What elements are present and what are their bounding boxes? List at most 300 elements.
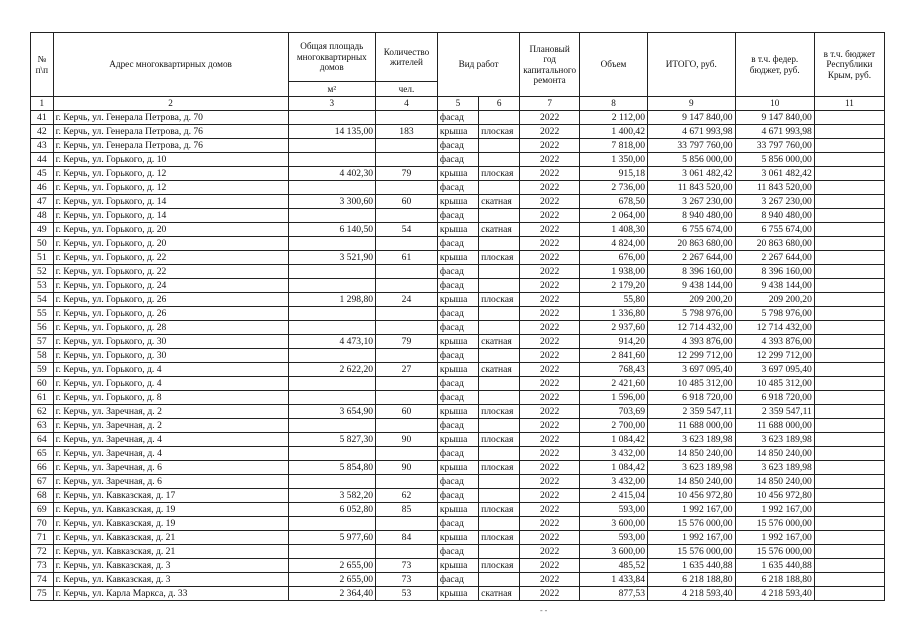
cell-planned-year: 2022 xyxy=(520,405,580,419)
cell-area xyxy=(288,321,376,335)
cell-volume: 2 112,00 xyxy=(580,111,648,125)
cell-federal-budget: 1 635 440,88 xyxy=(735,559,814,573)
cell-total: 4 671 993,98 xyxy=(648,125,736,139)
cell-federal-budget: 2 267 644,00 xyxy=(735,251,814,265)
cell-planned-year: 2022 xyxy=(520,139,580,153)
table-row xyxy=(31,447,885,461)
cell-address: г. Керчь, ул. Горького, д. 26 xyxy=(53,293,288,307)
cell-volume: 703,69 xyxy=(580,405,648,419)
cell-total: 6 218 188,80 xyxy=(648,573,736,587)
cell-residents: 90 xyxy=(376,461,438,475)
cell-volume: 55,80 xyxy=(580,293,648,307)
cell-address: г. Керчь, ул. Заречная, д. 4 xyxy=(53,433,288,447)
cell-address: г. Керчь, ул. Горького, д. 14 xyxy=(53,195,288,209)
cell-work-type: крыша xyxy=(437,223,478,237)
table-row xyxy=(31,223,885,237)
table-row xyxy=(31,461,885,475)
table-row xyxy=(31,377,885,391)
cell-address: г. Керчь, ул. Горького, д. 30 xyxy=(53,349,288,363)
cell-number: 48 xyxy=(31,209,54,223)
cell-total: 6 755 674,00 xyxy=(648,223,736,237)
cell-roof-type: скатная xyxy=(479,587,520,601)
cell-number: 43 xyxy=(31,139,54,153)
cell-address: г. Керчь, ул. Карла Маркса, д. 33 xyxy=(53,587,288,601)
table-row xyxy=(31,279,885,293)
cell-volume: 1 596,00 xyxy=(580,391,648,405)
cell-area: 5 854,80 xyxy=(288,461,376,475)
cell-address: г. Керчь, ул. Горького, д. 4 xyxy=(53,363,288,377)
cell-planned-year: 2022 xyxy=(520,517,580,531)
cell-federal-budget: 10 485 312,00 xyxy=(735,377,814,391)
cell-federal-budget: 33 797 760,00 xyxy=(735,139,814,153)
cell-work-type: фасад xyxy=(437,419,478,433)
cell-crimea-budget xyxy=(814,587,884,601)
cell-total: 15 576 000,00 xyxy=(648,545,736,559)
header-number: № п\п xyxy=(31,33,54,97)
cell-area xyxy=(288,377,376,391)
cell-crimea-budget xyxy=(814,181,884,195)
cell-address: г. Керчь, ул. Горького, д. 24 xyxy=(53,279,288,293)
cell-crimea-budget xyxy=(814,531,884,545)
cell-area xyxy=(288,307,376,321)
cell-planned-year: 2022 xyxy=(520,111,580,125)
cell-volume: 768,43 xyxy=(580,363,648,377)
cell-residents: 62 xyxy=(376,489,438,503)
cell-address: г. Керчь, ул. Заречная, д. 6 xyxy=(53,461,288,475)
cell-address: г. Керчь, ул. Кавказская, д. 19 xyxy=(53,517,288,531)
table-row xyxy=(31,349,885,363)
cell-crimea-budget xyxy=(814,545,884,559)
cell-work-type: фасад xyxy=(437,237,478,251)
cell-federal-budget: 11 688 000,00 xyxy=(735,419,814,433)
table-row xyxy=(31,153,885,167)
page-scan-mark: - - xyxy=(540,606,548,615)
cell-volume: 1 336,80 xyxy=(580,307,648,321)
cell-roof-type: скатная xyxy=(479,363,520,377)
cell-residents xyxy=(376,181,438,195)
cell-work-type: фасад xyxy=(437,307,478,321)
cell-volume: 2 937,60 xyxy=(580,321,648,335)
cell-total: 10 456 972,80 xyxy=(648,489,736,503)
cell-crimea-budget xyxy=(814,167,884,181)
cell-volume: 1 350,00 xyxy=(580,153,648,167)
cell-work-type: крыша xyxy=(437,433,478,447)
cell-federal-budget: 15 576 000,00 xyxy=(735,545,814,559)
cell-volume: 915,18 xyxy=(580,167,648,181)
cell-crimea-budget xyxy=(814,349,884,363)
cell-address: г. Керчь, ул. Горького, д. 12 xyxy=(53,181,288,195)
cell-planned-year: 2022 xyxy=(520,377,580,391)
cell-federal-budget: 6 218 188,80 xyxy=(735,573,814,587)
cell-address: г. Керчь, ул. Кавказская, д. 19 xyxy=(53,503,288,517)
cell-residents: 61 xyxy=(376,251,438,265)
cell-volume: 1 938,00 xyxy=(580,265,648,279)
cell-volume: 3 432,00 xyxy=(580,475,648,489)
cell-total: 9 147 840,00 xyxy=(648,111,736,125)
cell-work-type: фасад xyxy=(437,111,478,125)
cell-work-type: крыша xyxy=(437,405,478,419)
cell-federal-budget: 2 359 547,11 xyxy=(735,405,814,419)
cell-crimea-budget xyxy=(814,503,884,517)
cell-number: 63 xyxy=(31,419,54,433)
table-row xyxy=(31,503,885,517)
cell-residents: 60 xyxy=(376,405,438,419)
cell-address: г. Керчь, ул. Генерала Петрова, д. 76 xyxy=(53,139,288,153)
cell-roof-type xyxy=(479,307,520,321)
cell-planned-year: 2022 xyxy=(520,587,580,601)
cell-roof-type xyxy=(479,475,520,489)
cell-roof-type xyxy=(479,419,520,433)
cell-total: 8 396 160,00 xyxy=(648,265,736,279)
cell-roof-type: плоская xyxy=(479,125,520,139)
cell-address: г. Керчь, ул. Заречная, д. 2 xyxy=(53,419,288,433)
cell-address: г. Керчь, ул. Кавказская, д. 17 xyxy=(53,489,288,503)
cell-total: 10 485 312,00 xyxy=(648,377,736,391)
cell-planned-year: 2022 xyxy=(520,363,580,377)
cell-roof-type xyxy=(479,377,520,391)
cell-volume: 2 736,00 xyxy=(580,181,648,195)
cell-volume: 593,00 xyxy=(580,503,648,517)
cell-total: 209 200,20 xyxy=(648,293,736,307)
cell-crimea-budget xyxy=(814,405,884,419)
cell-work-type: фасад xyxy=(437,349,478,363)
cell-volume: 2 841,60 xyxy=(580,349,648,363)
cell-roof-type: плоская xyxy=(479,251,520,265)
cell-work-type: крыша xyxy=(437,559,478,573)
table-row xyxy=(31,209,885,223)
cell-number: 45 xyxy=(31,167,54,181)
cell-federal-budget: 14 850 240,00 xyxy=(735,475,814,489)
cell-number: 69 xyxy=(31,503,54,517)
table-row xyxy=(31,405,885,419)
cell-residents xyxy=(376,139,438,153)
table-row xyxy=(31,573,885,587)
cell-federal-budget: 4 671 993,98 xyxy=(735,125,814,139)
cell-crimea-budget xyxy=(814,139,884,153)
cell-residents xyxy=(376,349,438,363)
cell-total: 14 850 240,00 xyxy=(648,447,736,461)
cell-number: 72 xyxy=(31,545,54,559)
cell-work-type: крыша xyxy=(437,461,478,475)
cell-crimea-budget xyxy=(814,391,884,405)
cell-number: 66 xyxy=(31,461,54,475)
cell-total: 4 218 593,40 xyxy=(648,587,736,601)
cell-total: 3 061 482,42 xyxy=(648,167,736,181)
cell-total: 2 359 547,11 xyxy=(648,405,736,419)
cell-residents: 53 xyxy=(376,587,438,601)
cell-planned-year: 2022 xyxy=(520,503,580,517)
header-area: Общая площадь многоквартирных домов xyxy=(288,33,376,82)
cell-number: 47 xyxy=(31,195,54,209)
cell-area: 3 654,90 xyxy=(288,405,376,419)
cell-volume: 593,00 xyxy=(580,531,648,545)
cell-number: 67 xyxy=(31,475,54,489)
cell-work-type: фасад xyxy=(437,321,478,335)
cell-roof-type: плоская xyxy=(479,461,520,475)
column-number: 6 xyxy=(479,97,520,111)
column-number: 2 xyxy=(53,97,288,111)
cell-crimea-budget xyxy=(814,209,884,223)
column-number: 4 xyxy=(376,97,438,111)
cell-work-type: фасад xyxy=(437,489,478,503)
cell-number: 53 xyxy=(31,279,54,293)
header-area-unit: м² xyxy=(288,82,376,97)
cell-number: 60 xyxy=(31,377,54,391)
cell-planned-year: 2022 xyxy=(520,391,580,405)
cell-number: 42 xyxy=(31,125,54,139)
cell-address: г. Керчь, ул. Кавказская, д. 3 xyxy=(53,559,288,573)
cell-roof-type: плоская xyxy=(479,559,520,573)
cell-roof-type: плоская xyxy=(479,433,520,447)
cell-residents: 24 xyxy=(376,293,438,307)
cell-volume: 914,20 xyxy=(580,335,648,349)
table-row xyxy=(31,545,885,559)
table-row xyxy=(31,391,885,405)
cell-crimea-budget xyxy=(814,223,884,237)
cell-federal-budget: 10 456 972,80 xyxy=(735,489,814,503)
cell-work-type: фасад xyxy=(437,153,478,167)
cell-federal-budget: 12 299 712,00 xyxy=(735,349,814,363)
cell-number: 41 xyxy=(31,111,54,125)
cell-number: 55 xyxy=(31,307,54,321)
cell-total: 3 623 189,98 xyxy=(648,433,736,447)
cell-planned-year: 2022 xyxy=(520,223,580,237)
cell-residents xyxy=(376,377,438,391)
cell-total: 3 697 095,40 xyxy=(648,363,736,377)
cell-residents xyxy=(376,447,438,461)
cell-number: 52 xyxy=(31,265,54,279)
cell-number: 59 xyxy=(31,363,54,377)
cell-total: 33 797 760,00 xyxy=(648,139,736,153)
cell-address: г. Керчь, ул. Горького, д. 30 xyxy=(53,335,288,349)
cell-volume: 1 084,42 xyxy=(580,433,648,447)
cell-volume: 1 084,42 xyxy=(580,461,648,475)
cell-total: 11 843 520,00 xyxy=(648,181,736,195)
cell-area xyxy=(288,181,376,195)
cell-address: г. Керчь, ул. Кавказская, д. 21 xyxy=(53,545,288,559)
cell-planned-year: 2022 xyxy=(520,237,580,251)
cell-crimea-budget xyxy=(814,433,884,447)
cell-work-type: крыша xyxy=(437,531,478,545)
cell-area: 6 052,80 xyxy=(288,503,376,517)
cell-roof-type xyxy=(479,349,520,363)
cell-crimea-budget xyxy=(814,153,884,167)
cell-roof-type xyxy=(479,265,520,279)
cell-federal-budget: 5 856 000,00 xyxy=(735,153,814,167)
cell-planned-year: 2022 xyxy=(520,181,580,195)
cell-roof-type xyxy=(479,447,520,461)
cell-roof-type xyxy=(479,279,520,293)
cell-work-type: фасад xyxy=(437,447,478,461)
cell-roof-type xyxy=(479,237,520,251)
cell-address: г. Керчь, ул. Генерала Петрова, д. 76 xyxy=(53,125,288,139)
cell-work-type: крыша xyxy=(437,251,478,265)
cell-residents xyxy=(376,153,438,167)
header-federal-budget: в т.ч. федер. бюджет, руб. xyxy=(735,33,814,97)
column-number: 11 xyxy=(814,97,884,111)
cell-residents: 60 xyxy=(376,195,438,209)
cell-planned-year: 2022 xyxy=(520,573,580,587)
cell-roof-type xyxy=(479,517,520,531)
cell-planned-year: 2022 xyxy=(520,293,580,307)
cell-roof-type: плоская xyxy=(479,405,520,419)
cell-crimea-budget xyxy=(814,559,884,573)
cell-total: 5 856 000,00 xyxy=(648,153,736,167)
cell-crimea-budget xyxy=(814,195,884,209)
cell-crimea-budget xyxy=(814,475,884,489)
cell-planned-year: 2022 xyxy=(520,433,580,447)
cell-planned-year: 2022 xyxy=(520,209,580,223)
cell-address: г. Керчь, ул. Кавказская, д. 21 xyxy=(53,531,288,545)
cell-roof-type xyxy=(479,181,520,195)
cell-address: г. Керчь, ул. Горького, д. 8 xyxy=(53,391,288,405)
table-row xyxy=(31,251,885,265)
cell-area: 2 622,20 xyxy=(288,363,376,377)
cell-work-type: крыша xyxy=(437,167,478,181)
header-crimea-budget: в т.ч. бюджет Республики Крым, руб. xyxy=(814,33,884,97)
cell-volume: 1 433,84 xyxy=(580,573,648,587)
cell-planned-year: 2022 xyxy=(520,335,580,349)
cell-volume: 7 818,00 xyxy=(580,139,648,153)
cell-number: 54 xyxy=(31,293,54,307)
cell-area xyxy=(288,349,376,363)
table-row xyxy=(31,419,885,433)
cell-residents xyxy=(376,237,438,251)
cell-crimea-budget xyxy=(814,377,884,391)
cell-planned-year: 2022 xyxy=(520,307,580,321)
cell-residents: 27 xyxy=(376,363,438,377)
cell-number: 65 xyxy=(31,447,54,461)
header-residents: Количество жителей xyxy=(376,33,438,82)
cell-work-type: крыша xyxy=(437,293,478,307)
cell-crimea-budget xyxy=(814,251,884,265)
cell-residents: 79 xyxy=(376,167,438,181)
cell-work-type: фасад xyxy=(437,279,478,293)
cell-volume: 3 432,00 xyxy=(580,447,648,461)
cell-area: 3 300,60 xyxy=(288,195,376,209)
cell-work-type: фасад xyxy=(437,377,478,391)
cell-crimea-budget xyxy=(814,293,884,307)
cell-federal-budget: 8 396 160,00 xyxy=(735,265,814,279)
cell-crimea-budget xyxy=(814,265,884,279)
cell-area: 4 473,10 xyxy=(288,335,376,349)
cell-number: 56 xyxy=(31,321,54,335)
cell-area: 14 135,00 xyxy=(288,125,376,139)
table-row xyxy=(31,167,885,181)
cell-address: г. Керчь, ул. Горького, д. 10 xyxy=(53,153,288,167)
cell-crimea-budget xyxy=(814,573,884,587)
cell-total: 15 576 000,00 xyxy=(648,517,736,531)
cell-crimea-budget xyxy=(814,335,884,349)
cell-volume: 485,52 xyxy=(580,559,648,573)
header-volume: Объем xyxy=(580,33,648,97)
cell-address: г. Керчь, ул. Горького, д. 22 xyxy=(53,265,288,279)
cell-federal-budget: 15 576 000,00 xyxy=(735,517,814,531)
table-row xyxy=(31,307,885,321)
cell-number: 57 xyxy=(31,335,54,349)
table-row xyxy=(31,587,885,601)
cell-roof-type xyxy=(479,111,520,125)
cell-federal-budget: 209 200,20 xyxy=(735,293,814,307)
cell-area xyxy=(288,265,376,279)
cell-work-type: фасад xyxy=(437,475,478,489)
cell-number: 64 xyxy=(31,433,54,447)
cell-federal-budget: 3 697 095,40 xyxy=(735,363,814,377)
cell-work-type: фасад xyxy=(437,573,478,587)
cell-area xyxy=(288,139,376,153)
cell-work-type: фасад xyxy=(437,391,478,405)
cell-roof-type xyxy=(479,391,520,405)
cell-federal-budget: 1 992 167,00 xyxy=(735,503,814,517)
cell-address: г. Керчь, ул. Горького, д. 20 xyxy=(53,237,288,251)
cell-volume: 678,50 xyxy=(580,195,648,209)
cell-address: г. Керчь, ул. Горького, д. 28 xyxy=(53,321,288,335)
cell-crimea-budget xyxy=(814,419,884,433)
cell-planned-year: 2022 xyxy=(520,545,580,559)
cell-residents: 79 xyxy=(376,335,438,349)
cell-volume: 676,00 xyxy=(580,251,648,265)
cell-area xyxy=(288,517,376,531)
cell-federal-budget: 8 940 480,00 xyxy=(735,209,814,223)
cell-address: г. Керчь, ул. Заречная, д. 6 xyxy=(53,475,288,489)
cell-federal-budget: 12 714 432,00 xyxy=(735,321,814,335)
cell-roof-type: плоская xyxy=(479,531,520,545)
cell-total: 1 992 167,00 xyxy=(648,531,736,545)
cell-total: 6 918 720,00 xyxy=(648,391,736,405)
cell-residents xyxy=(376,419,438,433)
cell-area xyxy=(288,153,376,167)
table-body xyxy=(31,111,885,601)
cell-residents xyxy=(376,321,438,335)
column-number: 9 xyxy=(648,97,736,111)
cell-area: 3 521,90 xyxy=(288,251,376,265)
cell-planned-year: 2022 xyxy=(520,153,580,167)
cell-roof-type xyxy=(479,573,520,587)
table-row xyxy=(31,559,885,573)
cell-total: 3 267 230,00 xyxy=(648,195,736,209)
cell-work-type: крыша xyxy=(437,503,478,517)
cell-work-type: фасад xyxy=(437,545,478,559)
cell-federal-budget: 1 992 167,00 xyxy=(735,531,814,545)
cell-crimea-budget xyxy=(814,517,884,531)
cell-planned-year: 2022 xyxy=(520,265,580,279)
cell-number: 73 xyxy=(31,559,54,573)
column-number: 10 xyxy=(735,97,814,111)
cell-crimea-budget xyxy=(814,447,884,461)
cell-roof-type: скатная xyxy=(479,335,520,349)
cell-area xyxy=(288,419,376,433)
cell-residents: 90 xyxy=(376,433,438,447)
cell-work-type: фасад xyxy=(437,517,478,531)
cell-total: 2 267 644,00 xyxy=(648,251,736,265)
cell-number: 49 xyxy=(31,223,54,237)
cell-area: 2 655,00 xyxy=(288,573,376,587)
header-address: Адрес многоквартирных домов xyxy=(53,33,288,97)
header-planned-year: Плановый год капитального ремонта xyxy=(520,33,580,97)
table-row xyxy=(31,125,885,139)
cell-work-type: крыша xyxy=(437,125,478,139)
cell-residents: 54 xyxy=(376,223,438,237)
cell-work-type: фасад xyxy=(437,181,478,195)
cell-volume: 1 408,30 xyxy=(580,223,648,237)
cell-address: г. Керчь, ул. Генерала Петрова, д. 70 xyxy=(53,111,288,125)
cell-crimea-budget xyxy=(814,307,884,321)
cell-planned-year: 2022 xyxy=(520,489,580,503)
cell-work-type: крыша xyxy=(437,587,478,601)
table-row xyxy=(31,433,885,447)
table-row xyxy=(31,475,885,489)
cell-residents xyxy=(376,545,438,559)
